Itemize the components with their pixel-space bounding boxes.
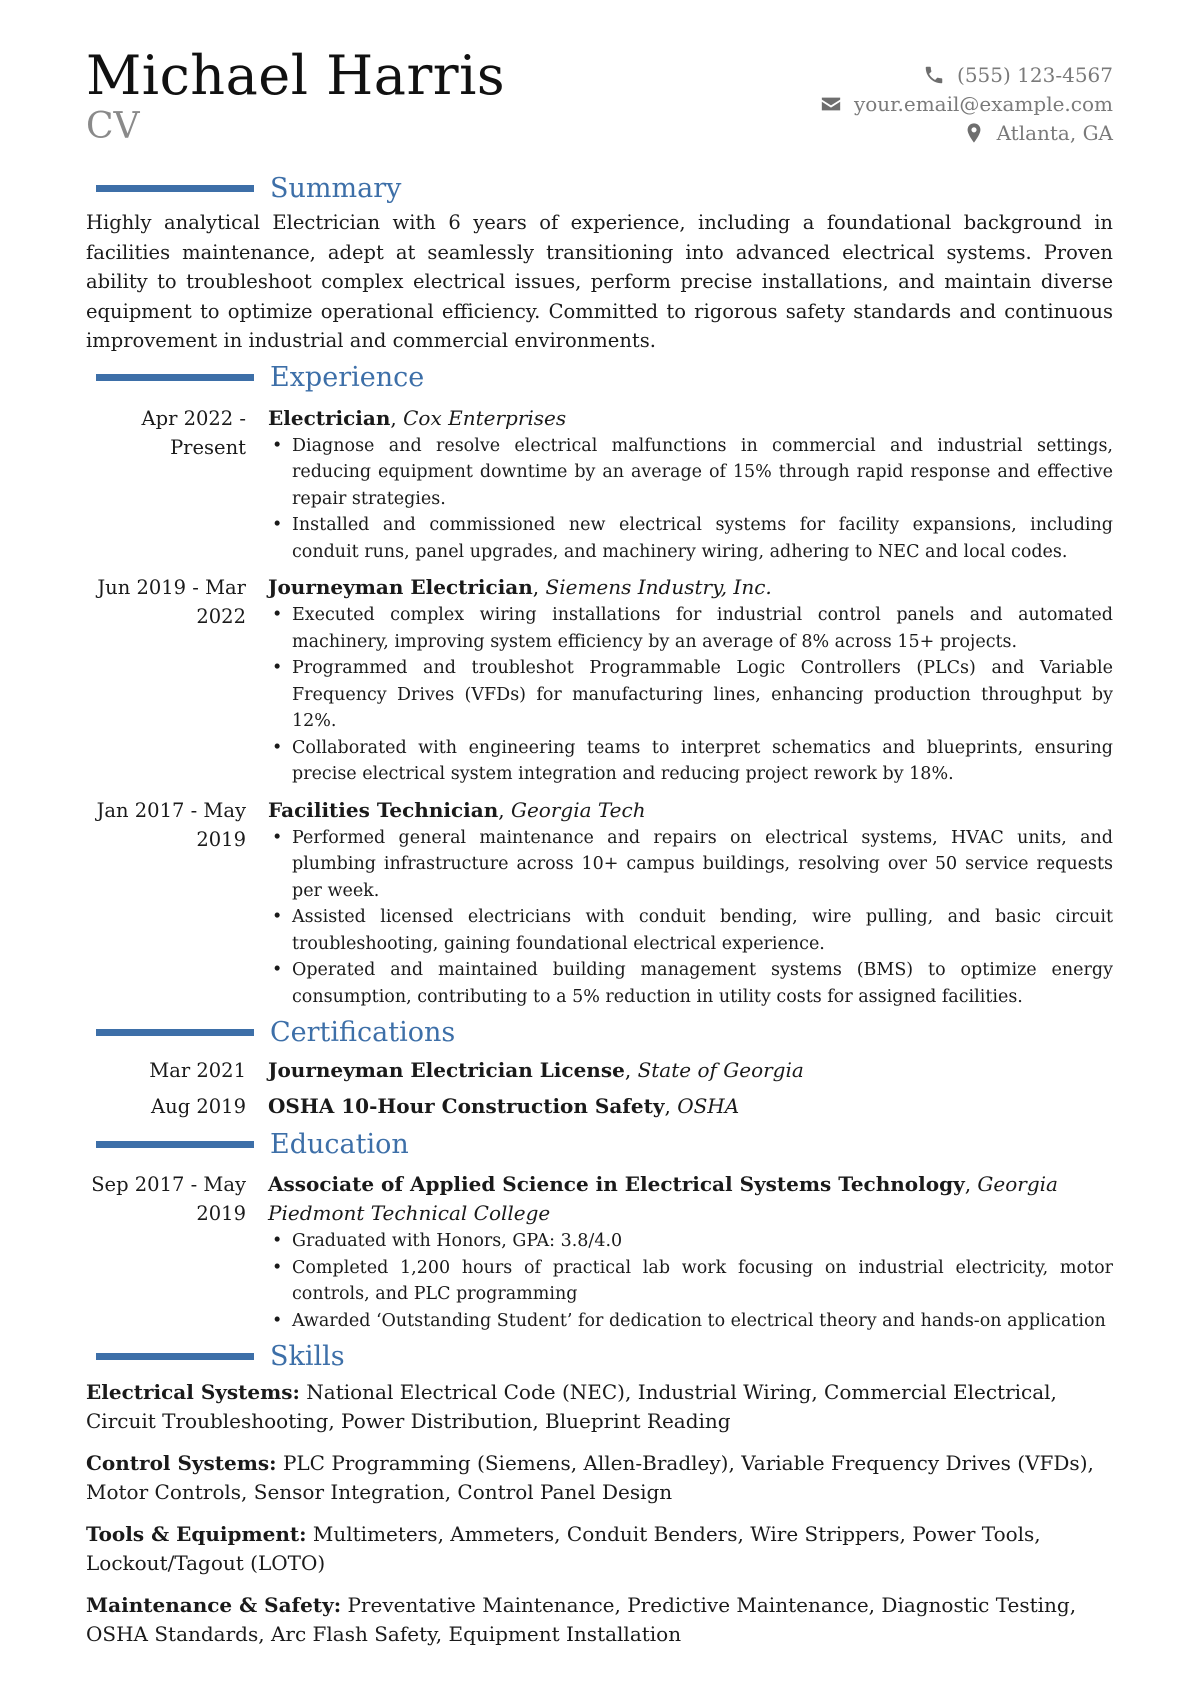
entry-bullets (268, 825, 1113, 1011)
summary-section (86, 170, 1113, 356)
contact-email (820, 89, 1113, 118)
bullet-item: • Programmed and troubleshot Programmable Logic Controllers (PLCs) and Variable Frequency Drives (VFDs) for manufacturing lines, enhancing production throughput by 12%. (292, 655, 1113, 735)
bullet-item: • Graduated with Honors, GPA: 3.8/4.0 (292, 1228, 1113, 1255)
entry-role: Electrician, Cox Enterprises (268, 405, 567, 430)
bullet-item: • Diagnose and resolve electrical malfunctions in commercial and industrial settings, reducing equipment downtime by an average of 15% through rapid response and effective repair strategies. (292, 433, 1113, 513)
contact-phone (820, 60, 1113, 89)
skill-group (86, 1449, 1113, 1507)
employer: Georgia Tech (510, 797, 646, 822)
skill-label: Control Systems: (86, 1451, 277, 1475)
certifications-section (86, 1014, 1113, 1122)
entry-body (268, 1170, 1113, 1334)
section-accent-bar (96, 1029, 254, 1036)
experience-entry (86, 796, 1113, 1011)
skill-group (86, 1378, 1113, 1436)
skill-label: Tools & Equipment: (86, 1522, 307, 1546)
entry-date: Aug 2019 (151, 1095, 246, 1118)
issuer: State of Georgia (637, 1058, 804, 1082)
entry-date: Jun 2019 - Mar 2022 (97, 576, 246, 628)
job-title: Electrician (268, 405, 391, 430)
bullet-item: • Collaborated with engineering teams to interpret schematics and blueprints, ensuring precise electrical system integration and reducing project rework by 18%. (292, 735, 1113, 788)
experience-entry (86, 573, 1113, 788)
document-subtitle: CV (86, 106, 140, 148)
section-title-education: Education (270, 1128, 409, 1160)
entry-date: Sep 2017 - May 2019 (91, 1173, 246, 1225)
skills-list (86, 1378, 1113, 1649)
section-accent-bar (96, 374, 254, 381)
bullet-item: • Operated and maintained building management systems (BMS) to optimize energy consumption, contributing to a 5% reduction in utility costs for assigned facilities. (292, 957, 1113, 1010)
section-title-summary: Summary (270, 172, 402, 204)
skill-group (86, 1591, 1113, 1649)
skills-section (86, 1338, 1113, 1649)
job-title: Facilities Technician (268, 797, 499, 822)
entry-role: Facilities Technician, Georgia Tech (268, 797, 646, 822)
entry-bullets (268, 602, 1113, 788)
section-heading (86, 1126, 1113, 1162)
phone-icon (923, 64, 945, 86)
section-accent-bar (96, 1141, 254, 1148)
skill-text: Multimeters, Ammeters, Conduit Benders, Wire Strippers, Power Tools, Lockout/Tagout (LOTO) (86, 1522, 1041, 1575)
resume-header (86, 46, 1113, 166)
employer: Siemens Industry, Inc. (545, 575, 772, 599)
section-accent-bar (96, 185, 254, 192)
skill-label: Maintenance & Safety: (86, 1593, 342, 1617)
summary-paragraph: Highly analytical Electrician with 6 years of experience, including a foundational background in facilities maintenance, adept at seamlessly transitioning into advanced electrical systems. Proven ability to troubleshoot complex electrical issues, perform precise installations, and maintain diverse equipment to optimize operational efficiency. Committed to rigorous safety standards and continuous improvement in industrial and commercial environments. (86, 211, 1113, 352)
certification-entry (86, 1056, 1113, 1086)
job-title: Journeyman Electrician (268, 575, 533, 599)
entry-body (268, 573, 1113, 788)
entry-date: Jan 2017 - May 2019 (96, 798, 246, 851)
email-address[interactable]: your.email@example.com (853, 91, 1113, 116)
skill-text: Preventative Maintenance, Predictive Maintenance, Diagnostic Testing, OSHA Standards, Arc Flash Safety, Equipment Installation (86, 1593, 1077, 1646)
experience-section (86, 360, 1113, 1011)
contact-block (820, 60, 1113, 147)
skill-text: PLC Programming (Siemens, Allen-Bradley), Variable Frequency Drives (VFDs), Motor Controls, Sensor Integration, Control Panel Design (86, 1451, 1094, 1504)
institution: Georgia Piedmont Technical College (268, 1172, 1058, 1225)
entry-bullets (268, 433, 1113, 566)
entry-role: Journeyman Electrician License, State of Georgia (268, 1058, 804, 1082)
employer: Cox Enterprises (403, 405, 567, 430)
section-heading (86, 1338, 1113, 1374)
map-pin-icon (963, 122, 985, 144)
section-accent-bar (96, 1353, 254, 1360)
entry-date: Apr 2022 - Present (141, 406, 246, 459)
section-title-experience: Experience (270, 362, 425, 393)
contact-location (820, 118, 1113, 147)
location-text: Atlanta, GA (996, 120, 1113, 145)
bullet-item: • Assisted licensed electricians with conduit bending, wire pulling, and basic circuit troubleshooting, gaining foundational electrical experience. (292, 904, 1113, 957)
phone-number[interactable]: (555) 123-4567 (957, 62, 1113, 87)
section-title-certifications: Certifications (270, 1016, 456, 1048)
section-title-skills: Skills (270, 1340, 345, 1372)
skill-label: Electrical Systems: (86, 1380, 300, 1404)
entry-bullets (268, 1228, 1113, 1334)
skill-text: National Electrical Code (NEC), Industrial Wiring, Commercial Electrical, Circuit Troubleshooting, Power Distribution, Blueprint Reading (86, 1380, 1057, 1433)
section-heading (86, 360, 1113, 396)
envelope-icon (820, 93, 842, 115)
certification-title: OSHA 10-Hour Construction Safety (268, 1094, 665, 1118)
certification-title: Journeyman Electrician License (268, 1058, 625, 1082)
entry-body (268, 796, 1113, 1011)
issuer: OSHA (677, 1094, 740, 1118)
education-section (86, 1126, 1113, 1334)
bullet-item: • Completed 1,200 hours of practical lab work focusing on industrial electricity, motor controls, and PLC programming (292, 1255, 1113, 1308)
entry-body (268, 404, 1113, 566)
entry-date: Mar 2021 (149, 1059, 246, 1082)
skill-group (86, 1520, 1113, 1578)
entry-role: Associate of Applied Science in Electrical Systems Technology, Georgia Piedmont Technical College (268, 1172, 1058, 1225)
bullet-item: • Installed and commissioned new electrical systems for facility expansions, including conduit runs, panel upgrades, and machinery wiring, adhering to NEC and local codes. (292, 512, 1113, 565)
entry-role: OSHA 10-Hour Construction Safety, OSHA (268, 1094, 740, 1118)
education-entry (86, 1170, 1113, 1334)
experience-entry (86, 404, 1113, 566)
section-heading (86, 1014, 1113, 1050)
certification-entry (86, 1092, 1113, 1122)
bullet-item: • Performed general maintenance and repairs on electrical systems, HVAC units, and plumbing infrastructure across 10+ campus buildings, resolving over 50 service requests per week. (292, 825, 1113, 905)
degree-title: Associate of Applied Science in Electrical Systems Technology (268, 1172, 965, 1196)
candidate-name: Michael Harris (86, 44, 506, 107)
bullet-item: • Awarded ‘Outstanding Student’ for dedication to electrical theory and hands-on application (292, 1308, 1113, 1335)
bullet-item: • Executed complex wiring installations for industrial control panels and automated machinery, improving system efficiency by an average of 8% across 15+ projects. (292, 602, 1113, 655)
entry-role: Journeyman Electrician, Siemens Industry, Inc. (268, 575, 772, 599)
section-heading (86, 170, 1113, 206)
